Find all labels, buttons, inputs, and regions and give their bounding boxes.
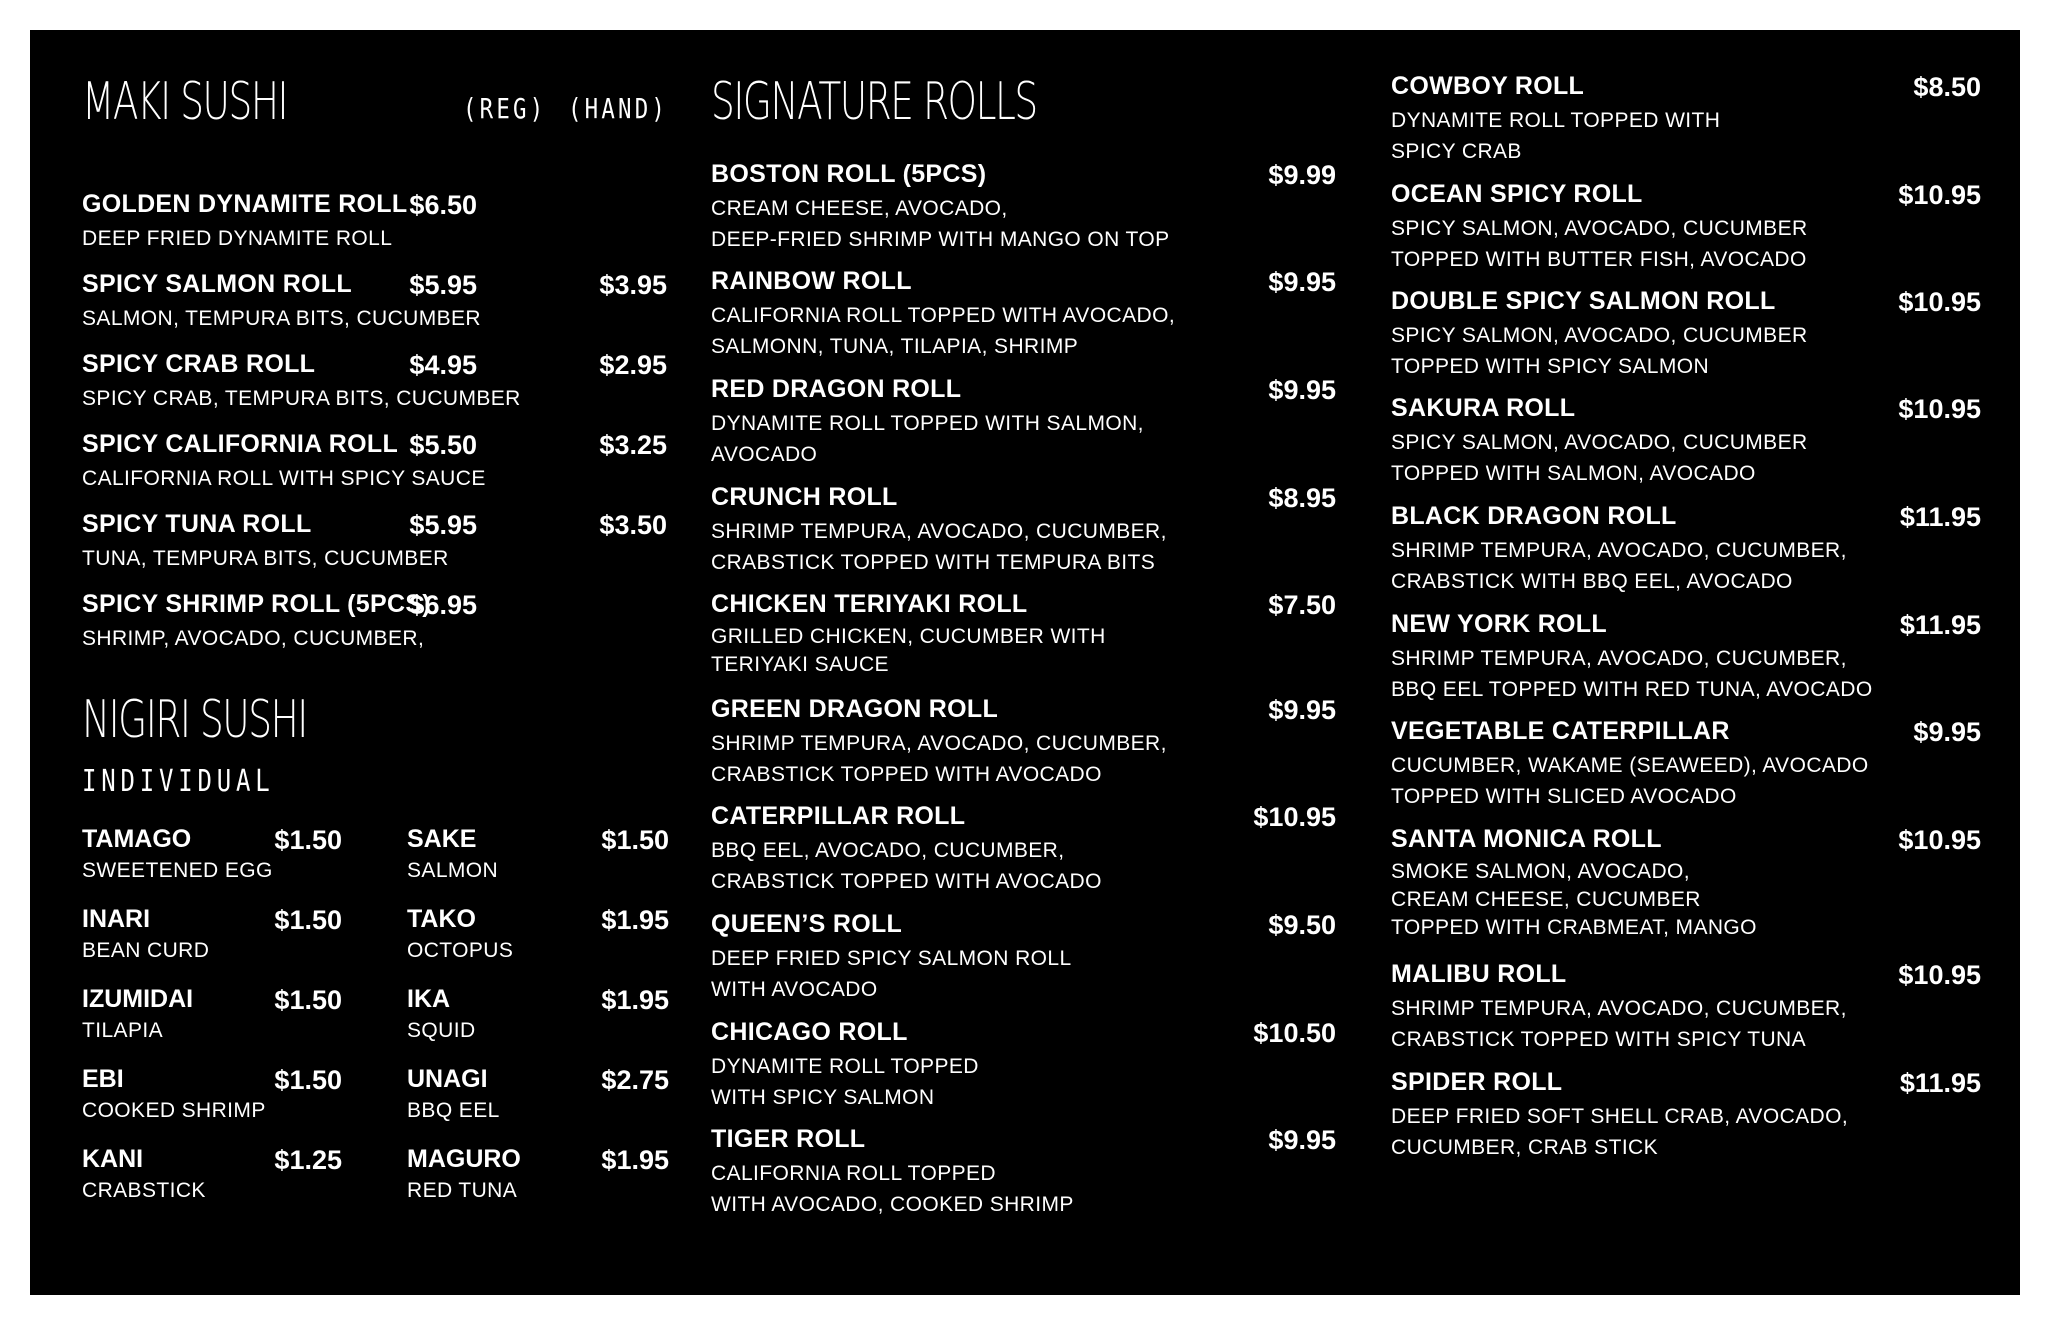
signature-roll-price: $7.50 [1268, 590, 1336, 620]
signature-roll-name: RAINBOW ROLL [711, 267, 912, 295]
signature-roll-name: BOSTON ROLL (5PCS) [711, 160, 987, 188]
nigiri-item-desc: SWEETENED EGG [82, 859, 273, 882]
maki-reg-price: $5.50 [409, 430, 477, 460]
nigiri-item-name: SAKE [407, 825, 477, 853]
signature-roll-price: $9.95 [1268, 695, 1336, 725]
maki-reg-price: $6.95 [409, 590, 477, 620]
signature-roll-price: $10.95 [1898, 287, 1981, 317]
signature-roll-name: CATERPILLAR ROLL [711, 802, 966, 830]
maki-reg-price: $5.95 [409, 270, 477, 300]
signature-roll-name: COWBOY ROLL [1391, 72, 1585, 100]
maki-item-name: SPICY CRAB ROLL [82, 350, 316, 378]
signature-roll-price: $8.50 [1913, 72, 1981, 102]
maki-item-desc: SPICY CRAB, TEMPURA BITS, CUCUMBER [82, 387, 521, 410]
maki-item-desc: CALIFORNIA ROLL WITH SPICY SAUCE [82, 467, 486, 490]
signature-roll-price: $10.95 [1898, 960, 1981, 990]
signature-roll-name: VEGETABLE CATERPILLAR [1391, 717, 1730, 745]
maki-hand-price: $2.95 [599, 350, 667, 380]
signature-roll-desc: DEEP FRIED SOFT SHELL CRAB, AVOCADO, CUCUMBER, CRAB STICK [1391, 1105, 1849, 1159]
signature-roll-desc: SHRIMP TEMPURA, AVOCADO, CUCUMBER, BBQ EEL TOPPED WITH RED TUNA, AVOCADO [1391, 647, 1873, 701]
nigiri-item-name: IZUMIDAI [82, 985, 194, 1013]
maki-item-name: SPICY TUNA ROLL [82, 510, 312, 538]
signature-roll-price: $9.95 [1913, 717, 1981, 747]
signature-roll-name: MALIBU ROLL [1391, 960, 1567, 988]
nigiri-item-price: $1.25 [274, 1145, 342, 1175]
nigiri-item-price: $2.75 [601, 1065, 669, 1095]
nigiri-item-desc: OCTOPUS [407, 939, 514, 962]
signature-roll-name: DOUBLE SPICY SALMON ROLL [1391, 287, 1776, 315]
nigiri-item-price: $1.50 [274, 905, 342, 935]
maki-item-desc: DEEP FRIED DYNAMITE ROLL [82, 227, 393, 250]
signature-roll-desc: SPICY SALMON, AVOCADO, CUCUMBER TOPPED WITH SALMON, AVOCADO [1391, 431, 1808, 485]
nigiri-item-name: MAGURO [407, 1145, 521, 1173]
signature-roll-name: RED DRAGON ROLL [711, 375, 962, 403]
nigiri-individual-label: INDIVIDUAL [82, 764, 275, 799]
signature-roll-price: $8.95 [1268, 483, 1336, 513]
nigiri-item-desc: CRABSTICK [82, 1179, 206, 1202]
maki-hand-price: $3.25 [599, 430, 667, 460]
signature-roll-name: SPIDER ROLL [1391, 1068, 1563, 1096]
signature-rolls-heading: SIGNATURE ROLLS [711, 72, 1037, 132]
maki-item-name: SPICY SHRIMP ROLL (5PCS) [82, 590, 431, 618]
maki-item-name: SPICY SALMON ROLL [82, 270, 352, 298]
signature-roll-name: CHICKEN TERIYAKI ROLL [711, 590, 1028, 618]
nigiri-item-desc: COOKED SHRIMP [82, 1099, 266, 1122]
maki-item-desc: SHRIMP, AVOCADO, CUCUMBER, [82, 627, 425, 650]
nigiri-item-price: $1.50 [601, 825, 669, 855]
signature-roll-price: $10.95 [1253, 802, 1336, 832]
nigiri-item-price: $1.50 [274, 1065, 342, 1095]
nigiri-item-price: $1.50 [274, 985, 342, 1015]
nigiri-item-desc: SALMON [407, 859, 499, 882]
nigiri-item-name: EBI [82, 1065, 124, 1093]
signature-roll-name: CHICAGO ROLL [711, 1018, 908, 1046]
signature-roll-price: $10.95 [1898, 180, 1981, 210]
signature-roll-desc: DYNAMITE ROLL TOPPED WITH SPICY SALMON [711, 1055, 979, 1109]
signature-roll-name: NEW YORK ROLL [1391, 610, 1607, 638]
signature-roll-price: $9.95 [1268, 375, 1336, 405]
signature-roll-desc: SHRIMP TEMPURA, AVOCADO, CUCUMBER, CRABSTICK WITH BBQ EEL, AVOCADO [1391, 539, 1847, 593]
nigiri-item-name: TAKO [407, 905, 476, 933]
maki-item-name: GOLDEN DYNAMITE ROLL [82, 190, 408, 218]
maki-hand-price: $3.50 [599, 510, 667, 540]
signature-roll-desc: DYNAMITE ROLL TOPPED WITH SALMON, AVOCADO [711, 412, 1144, 466]
maki-item-desc: TUNA, TEMPURA BITS, CUCUMBER [82, 547, 449, 570]
nigiri-item-desc: BBQ EEL [407, 1099, 500, 1122]
nigiri-item-price: $1.50 [274, 825, 342, 855]
signature-roll-name: TIGER ROLL [711, 1125, 866, 1153]
hand-size-label: (HAND) [568, 92, 669, 125]
signature-roll-desc: CUCUMBER, WAKAME (SEAWEED), AVOCADO TOPPED WITH SLICED AVOCADO [1391, 754, 1869, 808]
signature-roll-name: SANTA MONICA ROLL [1391, 825, 1662, 853]
signature-roll-name: OCEAN SPICY ROLL [1391, 180, 1643, 208]
signature-roll-desc: CALIFORNIA ROLL TOPPED WITH AVOCADO, COOKED SHRIMP [711, 1162, 1074, 1216]
nigiri-item-price: $1.95 [601, 905, 669, 935]
maki-hand-price: $3.95 [599, 270, 667, 300]
nigiri-item-price: $1.95 [601, 985, 669, 1015]
signature-roll-desc: SHRIMP TEMPURA, AVOCADO, CUCUMBER, CRABSTICK TOPPED WITH TEMPURA BITS [711, 520, 1167, 574]
signature-roll-price: $9.99 [1268, 160, 1336, 190]
signature-roll-name: SAKURA ROLL [1391, 394, 1576, 422]
nigiri-item-name: UNAGI [407, 1065, 488, 1093]
nigiri-sushi-heading: NIGIRI SUSHI [82, 690, 307, 750]
signature-roll-name: CRUNCH ROLL [711, 483, 898, 511]
signature-roll-price: $9.95 [1268, 1125, 1336, 1155]
signature-roll-price: $10.50 [1253, 1018, 1336, 1048]
menu-board [30, 30, 2020, 1295]
signature-roll-price: $11.95 [1899, 1068, 1981, 1098]
signature-roll-desc: SHRIMP TEMPURA, AVOCADO, CUCUMBER, CRABSTICK TOPPED WITH AVOCADO [711, 732, 1167, 786]
nigiri-item-desc: RED TUNA [407, 1179, 518, 1202]
signature-roll-desc: SMOKE SALMON, AVOCADO, CREAM CHEESE, CUCUMBER TOPPED WITH CRABMEAT, MANGO [1391, 860, 1757, 939]
signature-roll-desc: DEEP FRIED SPICY SALMON ROLL WITH AVOCADO [711, 947, 1072, 1001]
nigiri-item-desc: SQUID [407, 1019, 476, 1042]
maki-reg-price: $5.95 [409, 510, 477, 540]
reg-size-label: (REG) [463, 92, 547, 125]
maki-sushi-heading: MAKI SUSHI [82, 72, 288, 132]
signature-roll-price: $11.95 [1899, 502, 1981, 532]
signature-roll-desc: SHRIMP TEMPURA, AVOCADO, CUCUMBER, CRABSTICK TOPPED WITH SPICY TUNA [1391, 997, 1847, 1051]
signature-roll-price: $9.50 [1268, 910, 1336, 940]
maki-item-desc: SALMON, TEMPURA BITS, CUCUMBER [82, 307, 482, 330]
signature-roll-price: $10.95 [1898, 394, 1981, 424]
nigiri-item-name: IKA [407, 985, 451, 1013]
signature-roll-price: $10.95 [1898, 825, 1981, 855]
signature-roll-name: BLACK DRAGON ROLL [1391, 502, 1677, 530]
maki-reg-price: $4.95 [409, 350, 477, 380]
nigiri-item-name: INARI [82, 905, 151, 933]
maki-item-name: SPICY CALIFORNIA ROLL [82, 430, 399, 458]
nigiri-item-price: $1.95 [601, 1145, 669, 1175]
signature-roll-desc: CREAM CHEESE, AVOCADO, DEEP-FRIED SHRIMP WITH MANGO ON TOP [711, 197, 1170, 251]
nigiri-item-desc: TILAPIA [82, 1019, 163, 1042]
signature-roll-desc: BBQ EEL, AVOCADO, CUCUMBER, CRABSTICK TOPPED WITH AVOCADO [711, 839, 1102, 893]
maki-reg-price: $6.50 [409, 190, 477, 220]
signature-roll-desc: SPICY SALMON, AVOCADO, CUCUMBER TOPPED WITH BUTTER FISH, AVOCADO [1391, 217, 1808, 271]
signature-roll-desc: CALIFORNIA ROLL TOPPED WITH AVOCADO, SALMONN, TUNA, TILAPIA, SHRIMP [711, 304, 1176, 358]
signature-roll-desc: DYNAMITE ROLL TOPPED WITH SPICY CRAB [1391, 109, 1721, 163]
nigiri-item-desc: BEAN CURD [82, 939, 210, 962]
signature-roll-desc: SPICY SALMON, AVOCADO, CUCUMBER TOPPED WITH SPICY SALMON [1391, 324, 1808, 378]
signature-roll-price: $9.95 [1268, 267, 1336, 297]
nigiri-item-name: TAMAGO [82, 825, 192, 853]
signature-roll-name: GREEN DRAGON ROLL [711, 695, 999, 723]
signature-roll-desc: GRILLED CHICKEN, CUCUMBER WITH TERIYAKI SAUCE [711, 625, 1106, 676]
nigiri-item-name: KANI [82, 1145, 144, 1173]
signature-roll-price: $11.95 [1899, 610, 1981, 640]
signature-roll-name: QUEEN’S ROLL [711, 910, 903, 938]
